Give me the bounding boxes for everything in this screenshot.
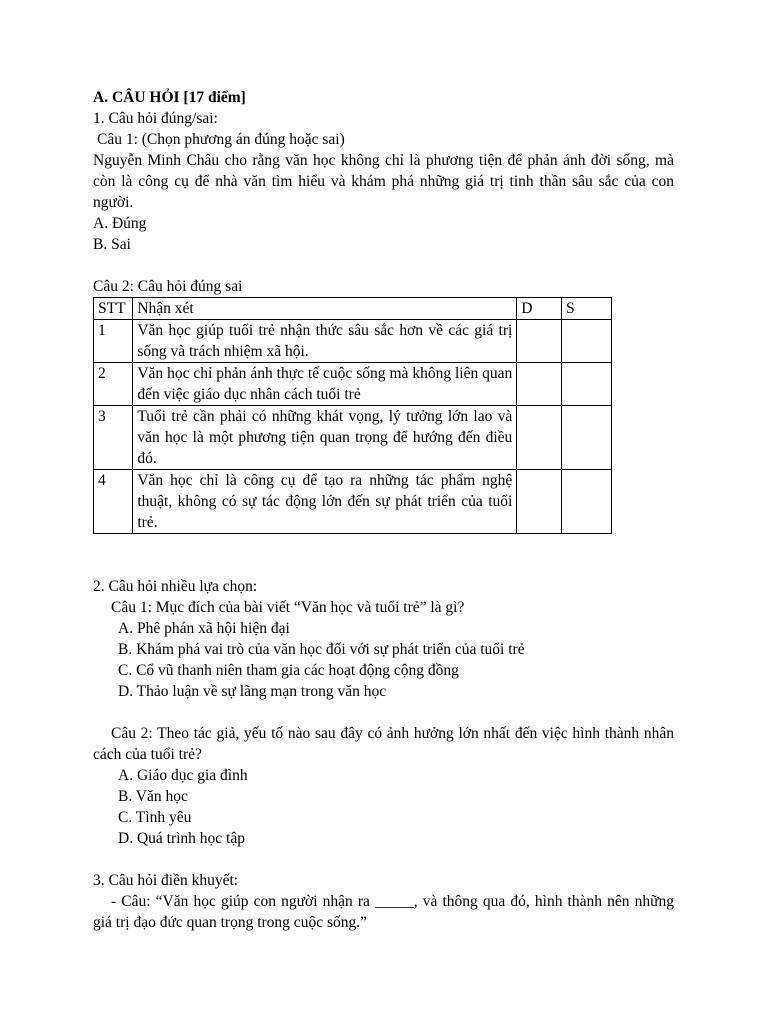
header-nhan-xet: Nhận xét xyxy=(133,298,517,320)
part1-q1-option-a: A. Đúng xyxy=(93,215,147,232)
row-stt: 1 xyxy=(94,320,133,363)
part2-heading: 2. Câu hỏi nhiều lựa chọn: xyxy=(93,578,258,595)
part2-q2-option-b: B. Văn học xyxy=(118,788,188,805)
section-title: A. CÂU HỎI [17 điểm] xyxy=(93,89,246,106)
row-d-cell[interactable] xyxy=(517,363,562,406)
row-statement: Tuổi trẻ cần phải có những khát vọng, lý tưởng lớn lao và văn học là một phương tiện quan trọng để hướng đến điều đó. xyxy=(133,406,517,470)
table-header-row xyxy=(94,298,612,320)
part1-q1-option-b: B. Sai xyxy=(93,236,131,253)
row-stt: 2 xyxy=(94,363,133,406)
row-statement: Văn học chỉ là công cụ để tạo ra những tác phẩm nghệ thuật, không có sự tác động lớn đến sự phát triển của tuổi trẻ. xyxy=(133,470,517,534)
header-d: D xyxy=(517,298,562,320)
row-d-cell[interactable] xyxy=(517,470,562,534)
table-row xyxy=(94,470,612,534)
row-s-cell[interactable] xyxy=(561,406,611,470)
part2-q2-text: Câu 2: Theo tác giả, yếu tố nào sau đây có ảnh hưởng lớn nhất đến việc hình thành nhân cách của tuổi trẻ? xyxy=(93,725,674,763)
row-statement: Văn học chỉ phản ánh thực tế cuộc sống mà không liên quan đến việc giáo dục nhân cách tuổi trẻ xyxy=(133,363,517,406)
part2-q2-option-d: D. Quá trình học tập xyxy=(118,830,245,847)
true-false-table xyxy=(93,297,612,534)
part2-q2-option-c: C. Tình yêu xyxy=(118,809,192,826)
part3-heading: 3. Câu hỏi điền khuyết: xyxy=(93,872,239,889)
row-stt: 4 xyxy=(94,470,133,534)
table-row xyxy=(94,320,612,363)
header-stt: STT xyxy=(94,298,133,320)
row-statement: Văn học giúp tuổi trẻ nhận thức sâu sắc hơn về các giá trị sống và trách nhiệm xã hội. xyxy=(133,320,517,363)
part1-q1-label: Câu 1: (Chọn phương án đúng hoặc sai) xyxy=(97,131,345,148)
table-row xyxy=(94,363,612,406)
part2-q1-option-d: D. Thảo luận về sự lãng mạn trong văn học xyxy=(118,683,387,700)
row-s-cell[interactable] xyxy=(561,470,611,534)
header-s: S xyxy=(561,298,611,320)
part2-q1-text: Câu 1: Mục đích của bài viết “Văn học và tuổi trẻ” là gì? xyxy=(111,599,465,616)
part2-q1-option-c: C. Cổ vũ thanh niên tham gia các hoạt động cộng đồng xyxy=(118,662,459,679)
row-stt: 3 xyxy=(94,406,133,470)
part3-q1-text: - Câu: “Văn học giúp con người nhận ra _____, và thông qua đó, hình thành nên những giá trị đạo đức quan trọng trong cuộc sống.” xyxy=(93,893,674,931)
row-d-cell[interactable] xyxy=(517,320,562,363)
row-s-cell[interactable] xyxy=(561,320,611,363)
part1-q2-label: Câu 2: Câu hỏi đúng sai xyxy=(93,278,243,295)
row-s-cell[interactable] xyxy=(561,363,611,406)
part2-q1-option-a: A. Phê phán xã hội hiện đại xyxy=(118,620,290,637)
part2-q2-option-a: A. Giáo dục gia đình xyxy=(118,767,248,784)
part1-heading: 1. Câu hỏi đúng/sai: xyxy=(93,110,218,127)
table-row xyxy=(94,406,612,470)
row-d-cell[interactable] xyxy=(517,406,562,470)
part2-q1-option-b: B. Khám phá vai trò của văn học đối với sự phát triển của tuổi trẻ xyxy=(118,641,525,658)
document-content xyxy=(93,87,674,933)
part1-q1-text: Nguyễn Minh Châu cho rằng văn học không chỉ là phương tiện để phản ánh đời sống, mà còn là công cụ để nhà văn tìm hiểu và khám phá những giá trị tinh thần sâu sắc của con người. xyxy=(93,152,674,211)
